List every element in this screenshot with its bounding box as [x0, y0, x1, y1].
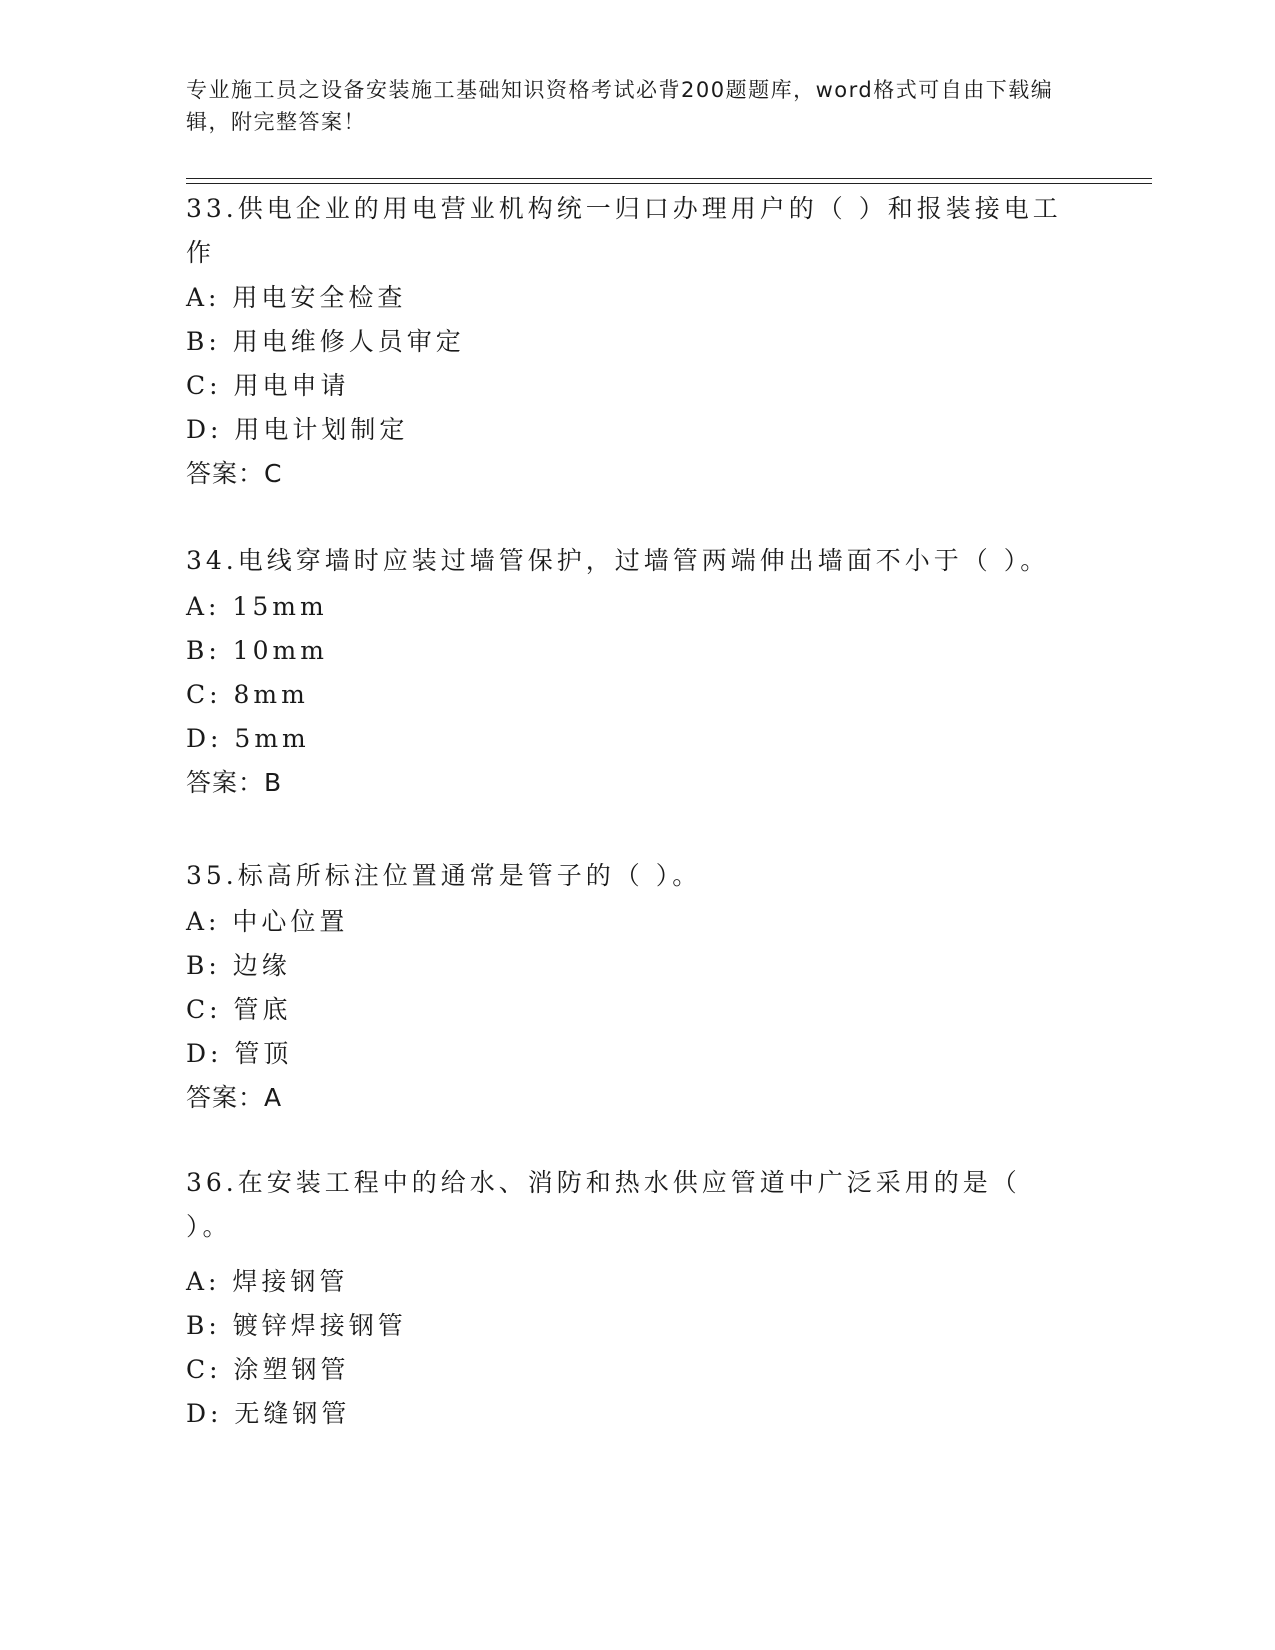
question-33-option-b: B: 用电维修人员审定 [186, 327, 465, 356]
answer-value: A [264, 1083, 283, 1112]
question-34-option-b: B: 10mm [186, 636, 328, 665]
answer-label: 答案： [186, 1083, 265, 1112]
question-34-text: 34.电线穿墙时应装过墙管保护，过墙管两端伸出墙面不小于（ ）。 [186, 546, 1050, 575]
question-35-option-d: D: 管顶 [186, 1039, 293, 1068]
document-header: 专业施工员之设备安装施工基础知识资格考试必背200题题库，word格式可自由下载编辑，附完整答案！ [186, 78, 1054, 134]
question-33-option-c: C: 用电申请 [186, 371, 350, 400]
question-34-answer [186, 766, 282, 800]
question-35-option-c: C: 管底 [186, 995, 292, 1024]
answer-value: C [264, 459, 283, 488]
question-35-option-b: B: 边缘 [186, 951, 291, 980]
question-35-text: 35.标高所标注位置通常是管子的（ ）。 [186, 861, 702, 890]
question-33-text: 33.供电企业的用电营业机构统一归口办理用户的（ ）和报装接电工作 [186, 194, 1062, 267]
question-33-option-d: D: 用电计划制定 [186, 415, 409, 444]
question-33-option-a: A: 用电安全检查 [186, 283, 407, 312]
question-36-option-a: A: 焊接钢管 [186, 1267, 349, 1296]
question-36-option-d: D: 无缝钢管 [186, 1399, 351, 1428]
question-33-answer [186, 457, 282, 491]
question-35-option-a: A: 中心位置 [186, 907, 349, 936]
answer-value: B [264, 768, 283, 797]
question-35-answer [186, 1081, 282, 1115]
header-divider-bottom [186, 183, 1152, 184]
question-36-option-c: C: 涂塑钢管 [186, 1355, 350, 1384]
question-36-option-b: B: 镀锌焊接钢管 [186, 1311, 407, 1340]
answer-label: 答案： [186, 768, 265, 797]
header-divider-top [186, 178, 1152, 179]
question-36-text: 36.在安装工程中的给水、消防和热水供应管道中广泛采用的是（ ）。 [186, 1168, 1021, 1241]
question-34-option-c: C: 8mm [186, 680, 309, 709]
question-34-option-a: A: 15mm [186, 592, 328, 621]
answer-label: 答案： [186, 459, 265, 488]
question-34-option-d: D: 5mm [186, 724, 310, 753]
